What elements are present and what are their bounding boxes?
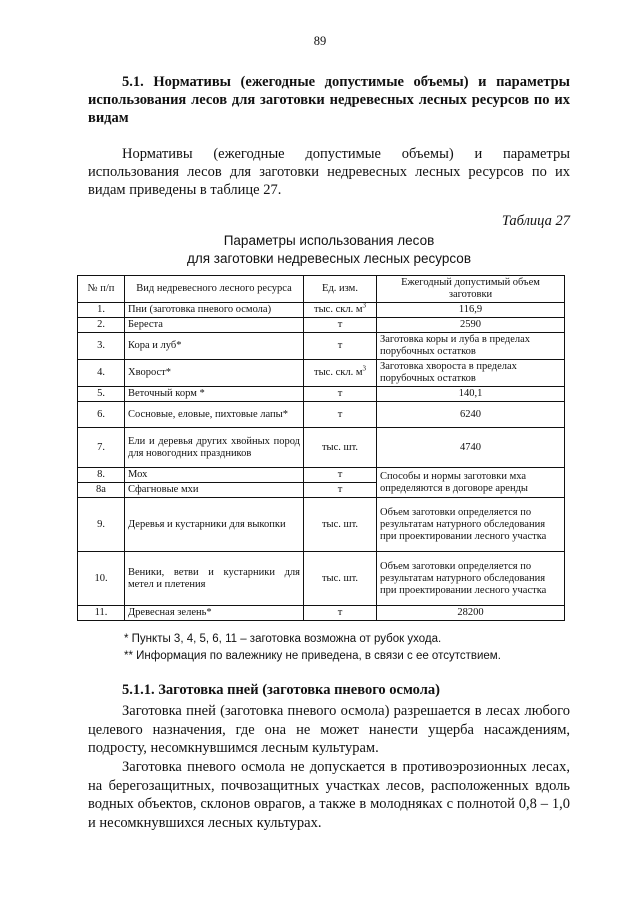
row-volume: Способы и нормы заготовки мха определяются в договоре аренды — [377, 468, 565, 498]
row-kind: Хворост* — [125, 360, 304, 387]
table-row — [78, 333, 565, 360]
row-unit: тыс. шт. — [304, 428, 377, 468]
row-volume: Объем заготовки определяется по результатам натурного обследования при проектировании лесного участка — [377, 498, 565, 552]
header-unit: Ед. изм. — [304, 276, 377, 303]
row-kind: Сосновые, еловые, пихтовые лапы* — [125, 402, 304, 428]
row-kind: Ели и деревья других хвойных пород для новогодних праздников — [125, 428, 304, 468]
row-unit: тыс. шт. — [304, 552, 377, 606]
row-kind: Сфагновые мхи — [125, 483, 304, 498]
section-heading: 5.1. Нормативы (ежегодные допустимые объемы) и параметры использования лесов для заготовки недревесных лесных ресурсов по их видам — [88, 74, 570, 126]
paragraph-1: Заготовка пней (заготовка пневого осмола) разрешается в лесах любого целевого назначения, где она не может нанести ущерба насаждениям, подросту, несомкнувшимся лесным культурам. — [88, 703, 570, 756]
unit-text: тыс. скл. м — [314, 367, 363, 378]
table-label: Таблица 27 — [501, 213, 570, 229]
row-num: 2. — [78, 318, 125, 333]
unit-superscript: 3 — [362, 364, 366, 373]
subsection-heading: 5.1.1. Заготовка пней (заготовка пневого осмола) — [122, 682, 440, 698]
table-row — [78, 318, 565, 333]
row-volume: Заготовка коры и луба в пределах порубочных остатков — [377, 333, 565, 360]
row-unit: т — [304, 468, 377, 483]
row-num: 3. — [78, 333, 125, 360]
table-header-row — [78, 276, 565, 303]
unit-superscript: 3 — [362, 301, 366, 310]
row-num: 7. — [78, 428, 125, 468]
row-num: 1. — [78, 303, 125, 318]
row-unit: т — [304, 387, 377, 402]
table-footnotes — [124, 631, 584, 665]
intro-paragraph: Нормативы (ежегодные допустимые объемы) и параметры использования лесов для заготовки недревесных лесных ресурсов по их видам приведены в таблице 27. — [88, 146, 570, 198]
row-kind: Пни (заготовка пневого осмола) — [125, 303, 304, 318]
table-row — [78, 552, 565, 606]
row-volume: 140,1 — [377, 387, 565, 402]
header-num: № п/п — [78, 276, 125, 303]
table-row — [78, 498, 565, 552]
row-num: 4. — [78, 360, 125, 387]
row-unit: т — [304, 318, 377, 333]
row-volume: 116,9 — [377, 303, 565, 318]
row-volume: 28200 — [377, 606, 565, 621]
row-unit: т — [304, 606, 377, 621]
row-unit: тыс. шт. — [304, 498, 377, 552]
parameters-table — [77, 275, 565, 621]
row-kind: Береста — [125, 318, 304, 333]
row-volume: Объем заготовки определяется по результатам натурного обследования при проектировании лесного участка — [377, 552, 565, 606]
table-title-line1: Параметры использования лесов — [223, 233, 435, 248]
row-volume: Заготовка хвороста в пределах порубочных остатков — [377, 360, 565, 387]
unit-text: тыс. скл. м — [314, 304, 363, 315]
table-row — [78, 360, 565, 387]
row-kind: Мох — [125, 468, 304, 483]
row-num: 6. — [78, 402, 125, 428]
paragraph-2: Заготовка пневого осмола не допускается в противоэрозионных лесах, на берегозащитных, почвозащитных участках лесов, расположенных вдоль водных объектов, склонов оврагов, а также в молодняках с полнотой 0,8 – 1,0 и несомкнувшихся лесных культурах. — [88, 759, 570, 831]
table-title-line2: для заготовки недревесных лесных ресурсов — [186, 251, 471, 266]
row-num: 8а — [78, 483, 125, 498]
row-num: 10. — [78, 552, 125, 606]
row-kind: Деревья и кустарники для выкопки — [125, 498, 304, 552]
row-unit: т — [304, 402, 377, 428]
row-unit: т — [304, 483, 377, 498]
row-num: 5. — [78, 387, 125, 402]
row-num: 9. — [78, 498, 125, 552]
table-row — [78, 402, 565, 428]
row-volume: 6240 — [377, 402, 565, 428]
table-row — [78, 468, 565, 483]
row-kind: Веточный корм * — [125, 387, 304, 402]
table-row — [78, 387, 565, 402]
row-kind: Кора и луб* — [125, 333, 304, 360]
row-volume: 4740 — [377, 428, 565, 468]
header-volume: Ежегодный допустимый объем заготовки — [377, 276, 565, 303]
row-num: 11. — [78, 606, 125, 621]
table-row — [78, 303, 565, 318]
header-kind: Вид недревесного лесного ресурса — [125, 276, 304, 303]
footnote-1: * Пункты 3, 4, 5, 6, 11 – заготовка возможна от рубок ухода. — [124, 633, 442, 645]
row-unit — [304, 303, 377, 318]
row-volume: 2590 — [377, 318, 565, 333]
footnote-2: ** Информация по валежнику не приведена, в связи с ее отсутствием. — [124, 650, 501, 662]
row-num: 8. — [78, 468, 125, 483]
table-row — [78, 428, 565, 468]
row-unit — [304, 360, 377, 387]
row-kind: Древесная зелень* — [125, 606, 304, 621]
row-unit: т — [304, 333, 377, 360]
table-title — [88, 232, 570, 268]
page-number: 89 — [313, 34, 327, 48]
row-kind: Веники, ветви и кустарники для метел и плетения — [125, 552, 304, 606]
table-row — [78, 606, 565, 621]
